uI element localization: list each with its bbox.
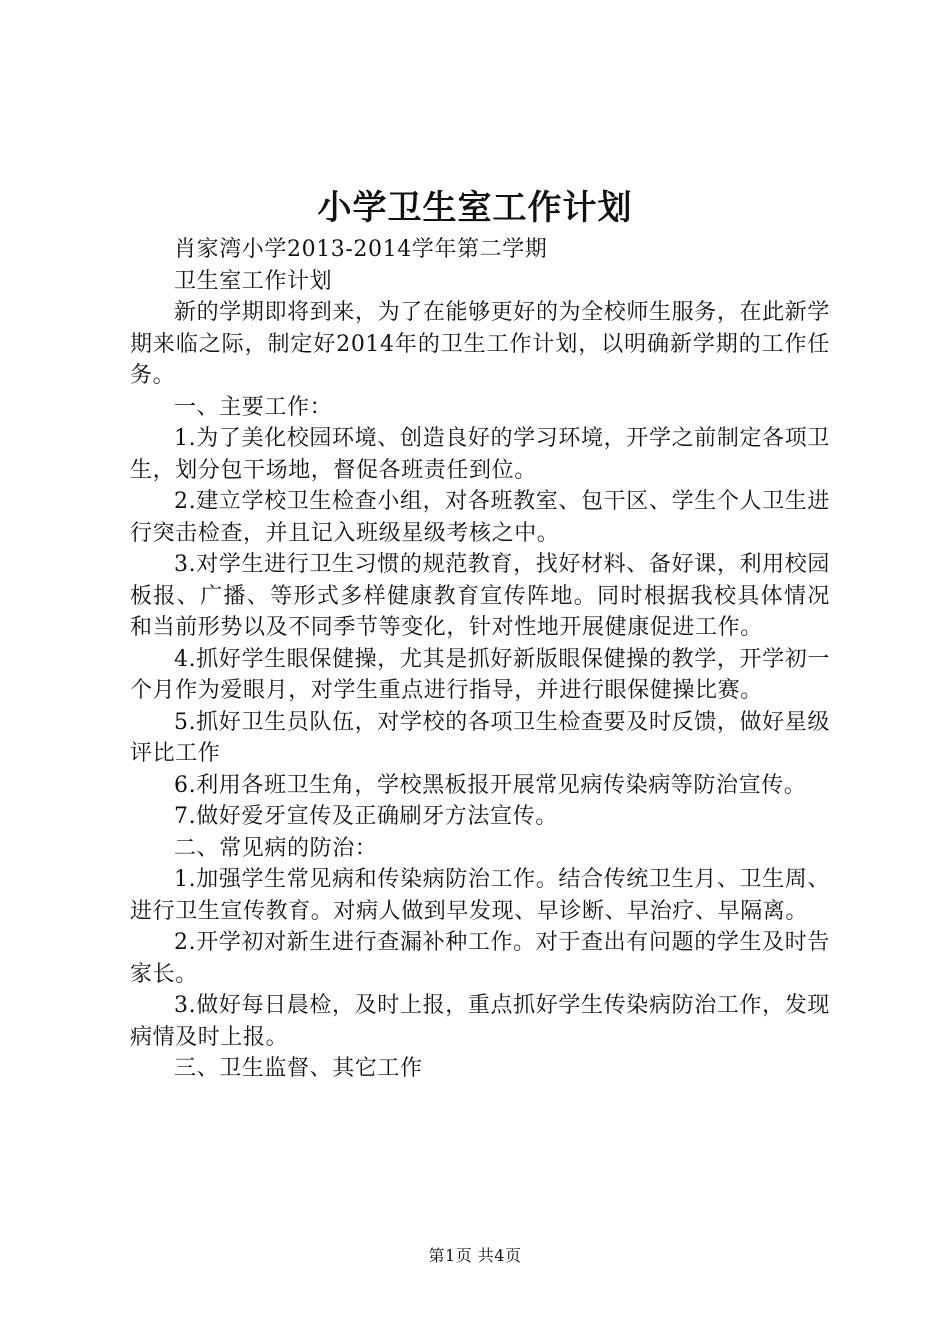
section-heading-supervision: 三、卫生监督、其它工作 [174,1056,423,1081]
paragraph-intro: 新的学期即将到来，为了在能够更好的为全校师生服务，在此新学期来临之际，制定好2014年的卫生工作计划，以明确新学期的工作任务。 [130,300,830,388]
paragraph-subtitle: 卫生室工作计划 [174,268,333,294]
section-heading-disease-prevention: 二、常见病的防治： [174,835,378,861]
list-item-main-work-5: 5.抓好卫生员队伍，对学校的各项卫生检查要及时反馈，做好星级评比工作 [130,709,830,766]
list-item-main-work-7: 7.做好爱牙宣传及正确刷牙方法宣传。 [174,804,558,829]
section-heading-main-work: 一、主要工作： [174,394,333,420]
paragraph-school-term: 肖家湾小学2013-2014学年第二学期 [174,237,548,262]
list-item-main-work-4: 4.抓好学生眼保健操，尤其是抓好新版眼保健操的教学，开学初一个月作为爱眼月，对学生重点进行指导，并进行眼保健操比赛。 [130,646,830,703]
list-item-disease-1: 1.加强学生常见病和传染病防治工作。结合传统卫生月、卫生周、进行卫生宣传教育。对病人做到早发现、早诊断、早治疗、早隔离。 [130,867,830,924]
list-item-disease-2: 2.开学初对新生进行查漏补种工作。对于查出有问题的学生及时告家长。 [130,930,830,987]
list-item-disease-3: 3.做好每日晨检，及时上报，重点抓好学生传染病防治工作，发现病情及时上报。 [130,993,830,1050]
document-body [130,234,830,1085]
document-title: 小学卫生室工作计划 [317,188,633,228]
list-item-main-work-2: 2.建立学校卫生检查小组，对各班教室、包干区、学生个人卫生进行突击检查，并且记入班级星级考核之中。 [130,489,830,546]
list-item-main-work-1: 1.为了美化校园环境、创造良好的学习环境，开学之前制定各项卫生，划分包干场地，督促各班责任到位。 [130,426,830,483]
list-item-main-work-3: 3.对学生进行卫生习惯的规范教育，找好材料、备好课，利用校园板报、广播、等形式多样健康教育宣传阵地。同时根据我校具体情况和当前形势以及不同季节等变化，针对性地开展健康促进工作。 [130,552,830,640]
list-item-main-work-6: 6.利用各班卫生角，学校黑板报开展常见病传染病等防治宣传。 [174,772,807,798]
page-number-footer: 第1页 共4页 [428,1246,522,1265]
